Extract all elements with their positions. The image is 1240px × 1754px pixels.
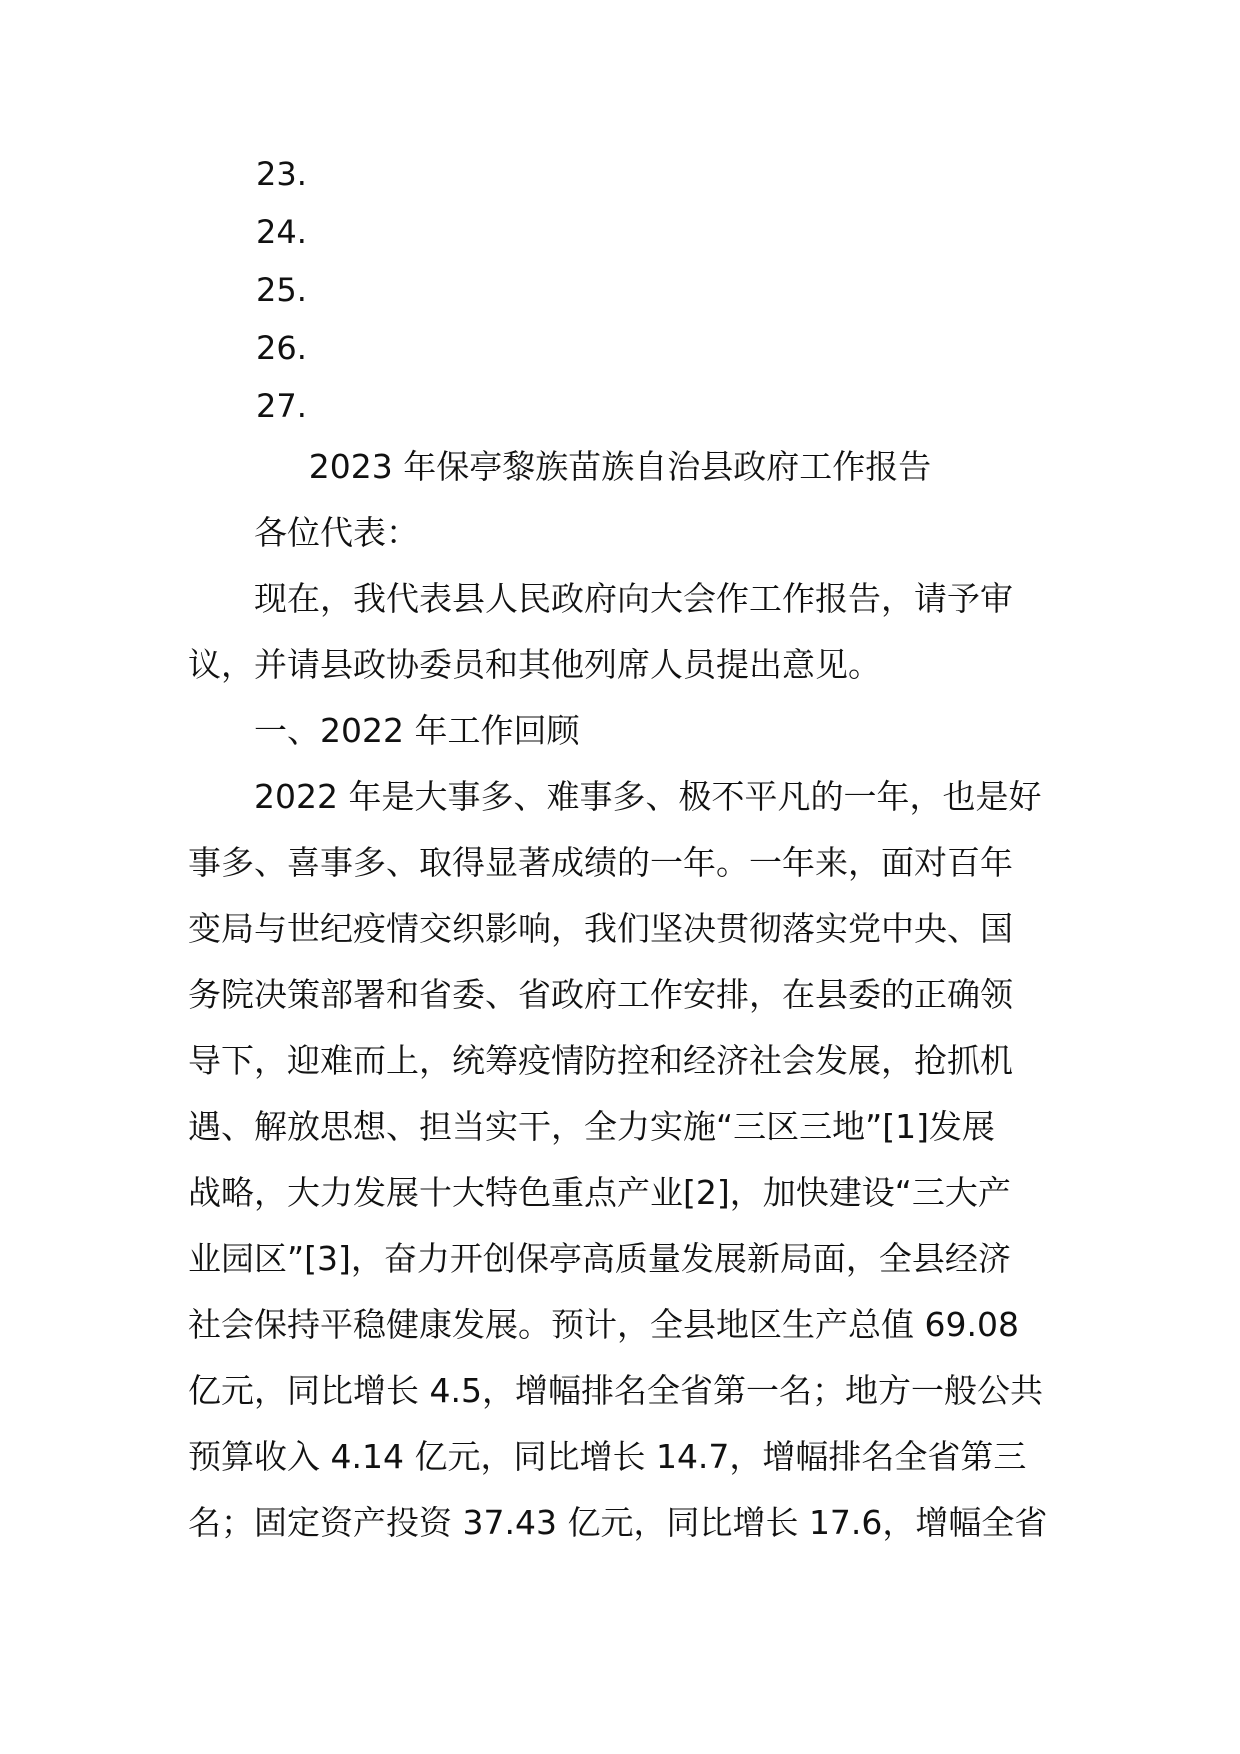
- intro-line: 议，并请县政协委员和其他列席人员提出意见。: [188, 645, 881, 684]
- body-line: 业园区”[3]，奋力开创保亭高质量发展新局面，全县经济: [188, 1239, 1011, 1278]
- numbered-list: [256, 145, 307, 435]
- list-item: 25.: [256, 271, 307, 309]
- body-line: 遇、解放思想、担当实干，全力实施“三区三地”[1]发展: [188, 1107, 995, 1146]
- body-line: 务院决策部署和省委、省政府工作安排，在县委的正确领: [188, 975, 1013, 1014]
- section-heading: 一、2022 年工作回顾: [254, 711, 580, 750]
- list-item: 27.: [256, 387, 307, 425]
- list-item: 26.: [256, 329, 307, 367]
- body-line: 亿元，同比增长 4.5，增幅排名全省第一名；地方一般公共: [188, 1371, 1043, 1410]
- body-line: 社会保持平稳健康发展。预计，全县地区生产总值 69.08: [188, 1305, 1019, 1344]
- intro-line: 现在，我代表县人民政府向大会作工作报告，请予审: [254, 579, 1013, 618]
- body-line: 事多、喜事多、取得显著成绩的一年。一年来，面对百年: [188, 843, 1013, 882]
- body-line: 2022 年是大事多、难事多、极不平凡的一年，也是好: [254, 777, 1042, 816]
- list-item: 24.: [256, 213, 307, 251]
- body-line: 预算收入 4.14 亿元，同比增长 14.7，增幅排名全省第三: [188, 1437, 1027, 1476]
- body-line: 导下，迎难而上，统筹疫情防控和经济社会发展，抢抓机: [188, 1041, 1013, 1080]
- list-item: 23.: [256, 155, 307, 193]
- body-line: 战略，大力发展十大特色重点产业[2]，加快建设“三大产: [188, 1173, 1011, 1212]
- salutation: 各位代表：: [254, 513, 419, 552]
- body-line: 名；固定资产投资 37.43 亿元，同比增长 17.6，增幅全省: [188, 1503, 1048, 1542]
- document-title: 2023 年保亭黎族苗族自治县政府工作报告: [308, 447, 932, 486]
- body-line: 变局与世纪疫情交织影响，我们坚决贯彻落实党中央、国: [188, 909, 1013, 948]
